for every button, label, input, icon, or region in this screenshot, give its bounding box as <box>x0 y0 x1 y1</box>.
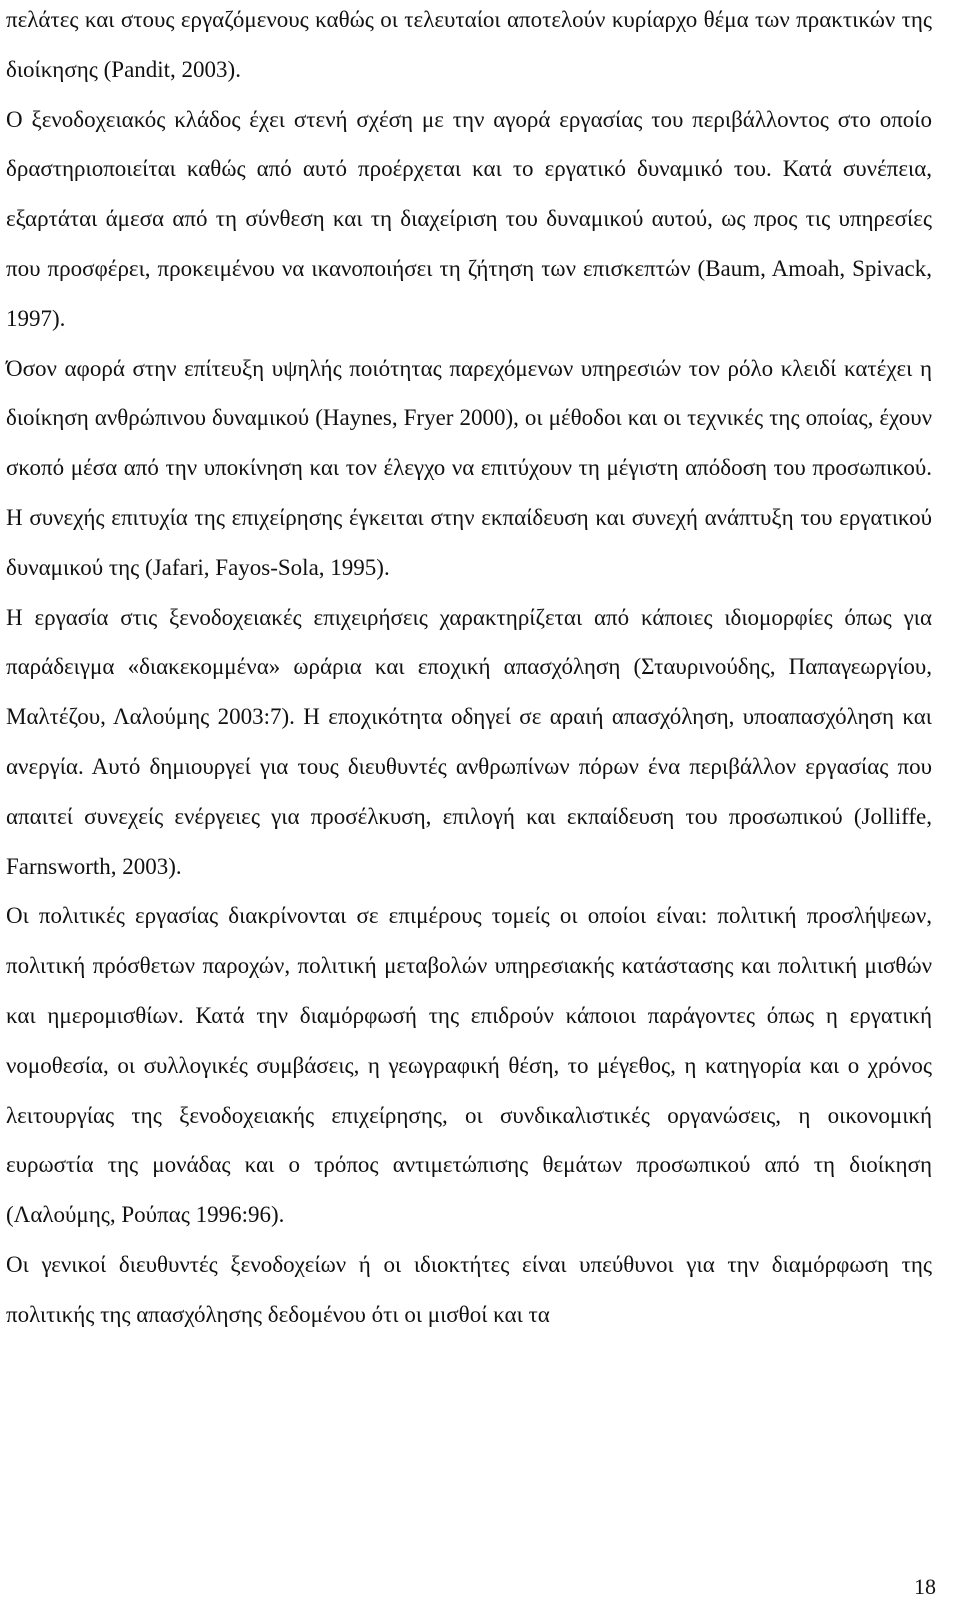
paragraph-5: Οι πολιτικές εργασίας διακρίνονται σε επιμέρους τομείς οι οποίοι είναι: πολιτική προσλήψεων, πολιτική πρόσθετων παροχών, πολιτική μεταβολών υπηρεσιακής κατάστασης και πολιτική μισθών και ημερομισθίων. Κατά την διαμόρφωσή της επιδρούν κάποιοι παράγοντες όπως η εργατική νομοθεσία, οι συλλογικές συμβάσεις, η γεωγραφική θέση, το μέγεθος, η κατηγορία και ο χρόνος λειτουργίας της ξενοδοχειακής επιχείρησης, οι συνδικαλιστικές οργανώσεις, η οικονομική ευρωστία της μονάδας και ο τρόπος αντιμετώπισης θεμάτων προσωπικού από τη διοίκηση (Λαλούμης, Ρούπας 1996:96). <box>6 903 932 1228</box>
document-body <box>6 0 932 1340</box>
paragraph-2: Ο ξενοδοχειακός κλάδος έχει στενή σχέση με την αγορά εργασίας του περιβάλλοντος στο οποίο δραστηριοποιείται καθώς από αυτό προέρχεται και το εργατικό δυναμικό του. Κατά συνέπεια, εξαρτάται άμεσα από τη σύνθεση και τη διαχείριση του δυναμικού αυτού, ως προς τις υπηρεσίες που προσφέρει, προκειμένου να ικανοποιήσει τη ζήτηση των επισκεπτών (Baum, Amoah, Spivack, 1997). <box>6 106 932 331</box>
paragraph-1: πελάτες και στους εργαζόμενους καθώς οι τελευταίοι αποτελούν κυρίαρχο θέμα των πρακτικών της διοίκησης (Pandit, 2003). <box>6 7 932 82</box>
paragraph-6: Οι γενικοί διευθυντές ξενοδοχείων ή οι ιδιοκτήτες είναι υπεύθυνοι για την διαμόρφωση της πολιτικής της απασχόλησης δεδομένου ότι οι μισθοί και τα <box>6 1251 932 1327</box>
page-number: 18 <box>914 1574 936 1599</box>
paragraph-3: Όσον αφορά στην επίτευξη υψηλής ποιότητας παρεχόμενων υπηρεσιών τον ρόλο κλειδί κατέχει η διοίκηση ανθρώπινου δυναμικού (Haynes, Fryer 2000), οι μέθοδοι και οι τεχνικές της οποίας, έχουν σκοπό μέσα από την υποκίνηση και τον έλεγχο να επιτύχουν τη μέγιστη απόδοση του προσωπικού. Η συνεχής επιτυχία της επιχείρησης έγκειται στην εκπαίδευση και συνεχή ανάπτυξη του εργατικού δυναμικού της (Jafari, Fayos-Sola, 1995). <box>6 355 932 580</box>
paragraph-4: Η εργασία στις ξενοδοχειακές επιχειρήσεις χαρακτηρίζεται από κάποιες ιδιομορφίες όπως για παράδειγμα «διακεκομμένα» ωράρια και εποχική απασχόληση (Σταυρινούδης, Παπαγεωργίου, Μαλτέζου, Λαλούμης 2003:7). Η εποχικότητα οδηγεί σε αραιή απασχόληση, υποαπασχόληση και ανεργία. Αυτό δημιουργεί για τους διευθυντές ανθρωπίνων πόρων ένα περιβάλλον εργασίας που απαιτεί συνεχείς ενέργειες για προσέλκυση, επιλογή και εκπαίδευση του προσωπικού (Jolliffe, Farnsworth, 2003). <box>6 604 932 879</box>
